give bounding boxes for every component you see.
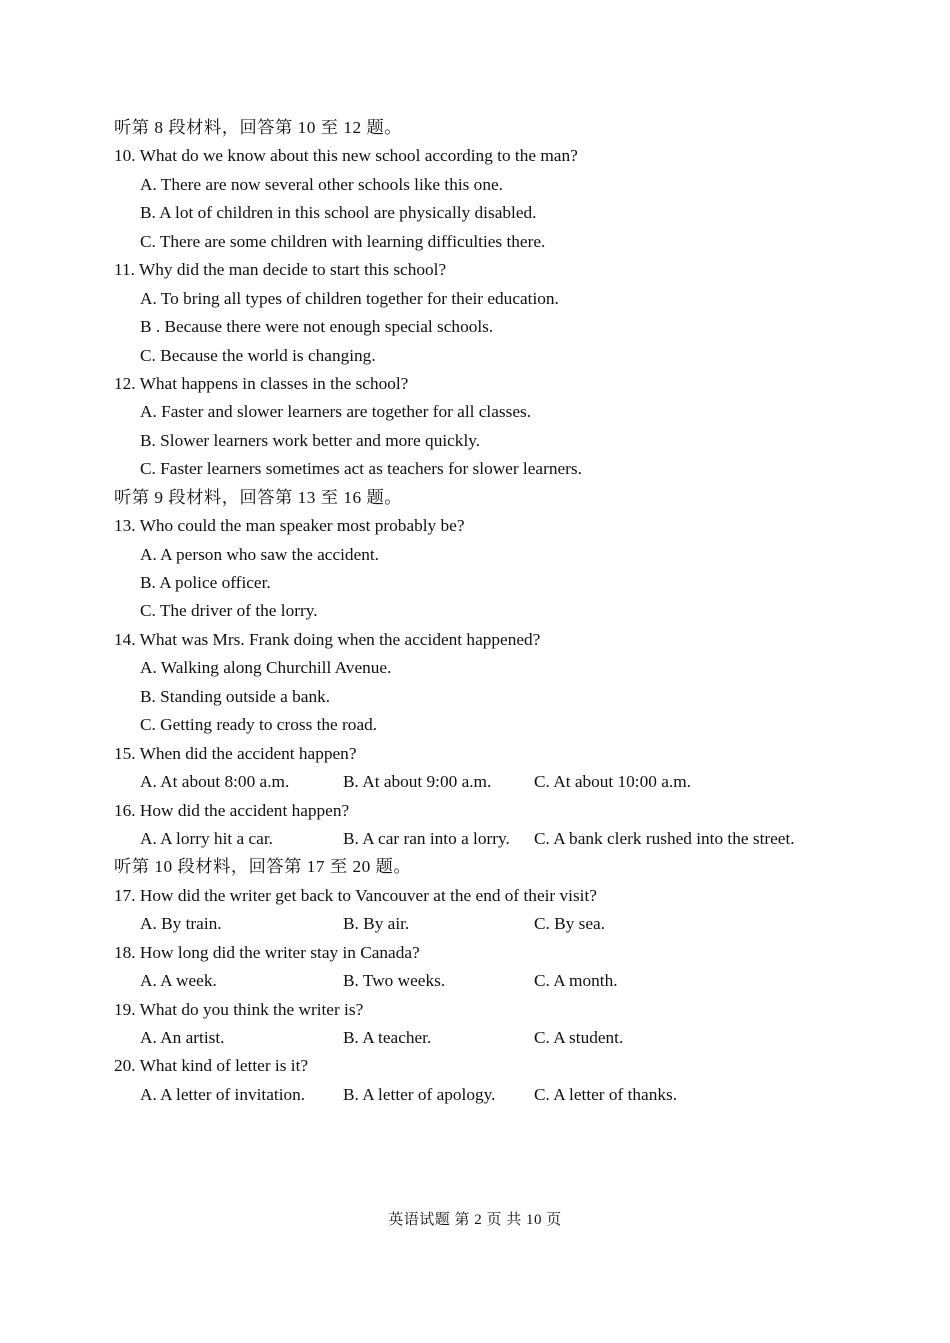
answer-option: C. A month.: [534, 971, 618, 991]
answer-option: B. At about 9:00 a.m.: [343, 772, 492, 792]
question-text: 17. How did the writer get back to Vancouver at the end of their visit?: [114, 885, 597, 905]
question-text: 13. Who could the man speaker most probably be?: [114, 516, 465, 536]
answer-option: C. Because the world is changing.: [140, 345, 376, 365]
question-text: 19. What do you think the writer is?: [114, 999, 364, 1019]
question-text: 12. What happens in classes in the school?: [114, 373, 409, 393]
answer-option: C. Faster learners sometimes act as teachers for slower learners.: [140, 459, 582, 479]
answer-option: C. There are some children with learning difficulties there.: [140, 231, 546, 251]
answer-option: C. The driver of the lorry.: [140, 601, 318, 621]
question-text: 10. What do we know about this new school according to the man?: [114, 146, 578, 166]
answer-option: C. Getting ready to cross the road.: [140, 715, 378, 735]
answer-option: B. A letter of apology.: [343, 1084, 496, 1104]
question-text: 20. What kind of letter is it?: [114, 1056, 309, 1076]
answer-option: B. A lot of children in this school are physically disabled.: [140, 203, 537, 223]
section-heading: 听第 8 段材料，回答第 10 至 12 题。: [114, 118, 403, 137]
answer-option: B. A teacher.: [343, 1028, 432, 1047]
question-text: 16. How did the accident happen?: [114, 800, 350, 820]
answer-option: B. By air.: [343, 914, 410, 934]
answer-option: A. At about 8:00 a.m.: [140, 772, 290, 792]
section-heading: 听第 9 段材料，回答第 13 至 16 题。: [114, 487, 403, 507]
question-text: 11. Why did the man decide to start this school?: [114, 260, 447, 280]
answer-option: A. A letter of invitation.: [140, 1084, 306, 1104]
question-list: [114, 114, 844, 1109]
answer-option: B. A car ran into a lorry.: [343, 828, 510, 848]
answer-option: A. A week.: [140, 971, 217, 991]
answer-option: A. By train.: [140, 914, 222, 934]
answer-option: A. A person who saw the accident.: [140, 544, 380, 564]
question-text: 15. When did the accident happen?: [114, 743, 357, 763]
option-row: [114, 825, 844, 853]
answer-option: C. A letter of thanks.: [534, 1084, 678, 1104]
answer-option: C. By sea.: [534, 914, 606, 934]
option-row: [114, 910, 844, 938]
answer-option: A. Walking along Churchill Avenue.: [140, 658, 392, 678]
answer-option: C. At about 10:00 a.m.: [534, 772, 691, 792]
answer-option: A. A lorry hit a car.: [140, 828, 273, 848]
answer-option: B. Slower learners work better and more quickly.: [140, 430, 481, 450]
question-text: 18. How long did the writer stay in Canada?: [114, 942, 420, 962]
answer-option: C. A bank clerk rushed into the street.: [534, 828, 795, 848]
answer-option: C. A student.: [534, 1028, 624, 1047]
answer-option: A. To bring all types of children together for their education.: [140, 288, 559, 308]
option-row: [114, 768, 844, 796]
answer-option: A. Faster and slower learners are together for all classes.: [140, 402, 532, 422]
answer-option: B. Two weeks.: [343, 971, 446, 991]
option-row: [114, 1024, 844, 1052]
option-row: [114, 1081, 844, 1109]
option-row: [114, 967, 844, 995]
section-heading: 听第 10 段材料，回答第 17 至 20 题。: [114, 857, 412, 877]
answer-option: A. An artist.: [140, 1028, 225, 1047]
answer-option: B . Because there were not enough special schools.: [140, 317, 494, 337]
answer-option: B. A police officer.: [140, 573, 271, 592]
answer-option: A. There are now several other schools like this one.: [140, 174, 503, 194]
page-footer: 英语试题 第 2 页 共 10 页: [388, 1212, 562, 1228]
question-text: 14. What was Mrs. Frank doing when the accident happened?: [114, 629, 541, 649]
answer-option: B. Standing outside a bank.: [140, 686, 331, 706]
